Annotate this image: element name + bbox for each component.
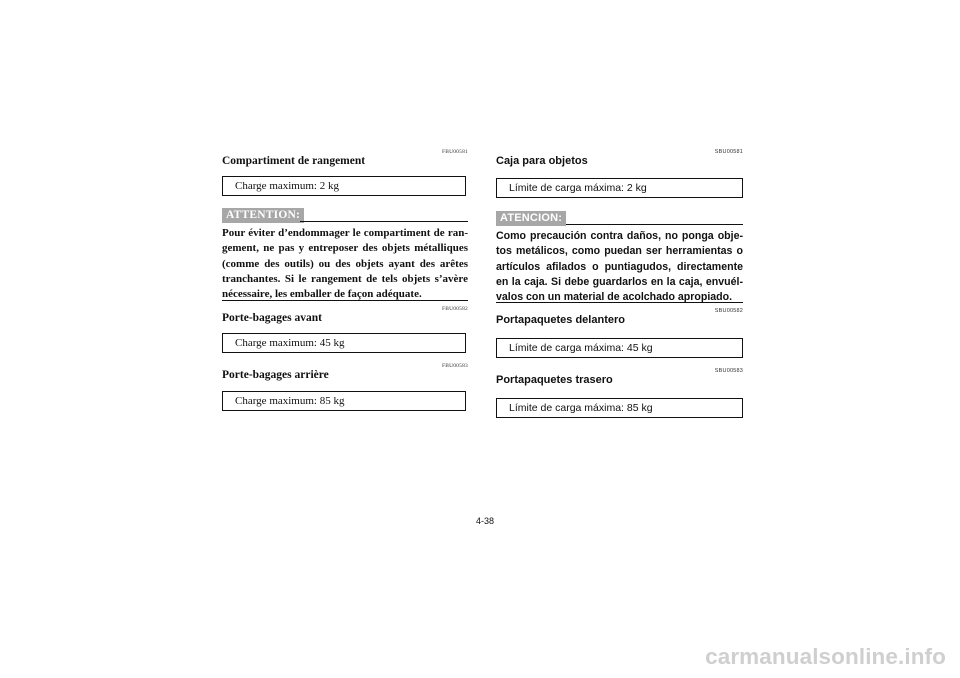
attention-label: ATTENTION: (222, 208, 304, 223)
spec-box: Límite de carga máxima: 2 kg (496, 178, 743, 198)
watermark: carmanualsonline.info (705, 644, 946, 669)
section-code: FBU00581 (441, 149, 468, 155)
section-title: Porte-bagages arrière (222, 369, 329, 381)
section-title: Porte-bagages avant (222, 312, 322, 324)
attention-text: Como precaución contra daños, no ponga objetos metálicos, como puedan ser herramientas o artículos afilados o puntiagudos, directamente en la caja. Si debe guardarlos en la caja, envuélvalos con un material de acolchado apropiado. (496, 230, 743, 304)
attention-end-rule (222, 300, 468, 301)
attention-rule (300, 221, 468, 222)
section-title: Portapaquetes trasero (496, 374, 613, 386)
attention-rule (566, 224, 743, 225)
section-code: SBU00583 (714, 368, 743, 374)
section-code: SBU00581 (714, 149, 743, 155)
page-number: 4-38 (475, 516, 494, 526)
spec-box: Charge maximum: 85 kg (222, 391, 466, 411)
spec-box: Límite de carga máxima: 85 kg (496, 398, 743, 418)
section-title: Compartiment de rangement (222, 155, 366, 167)
attention-end-rule (496, 302, 743, 303)
attention-label: ATENCION: (496, 211, 566, 226)
section-code: FBU00582 (441, 306, 468, 312)
section-code: FBU00583 (441, 363, 468, 369)
section-title: Portapaquetes delantero (496, 314, 625, 326)
attention-text: Pour éviter d’endommager le compartiment de rangement, ne pas y entreposer des objets métalliques (comme des outils) ou des objets ayant des arêtes tranchantes. Si le rangement de tels objets s’avère nécessaire, les emballer de façon adéquate. (222, 227, 468, 301)
spec-box: Charge maximum: 45 kg (222, 333, 466, 353)
spec-box: Charge maximum: 2 kg (222, 176, 466, 196)
section-code: SBU00582 (714, 308, 743, 314)
section-title: Caja para objetos (496, 155, 588, 167)
spec-box: Límite de carga máxima: 45 kg (496, 338, 743, 358)
